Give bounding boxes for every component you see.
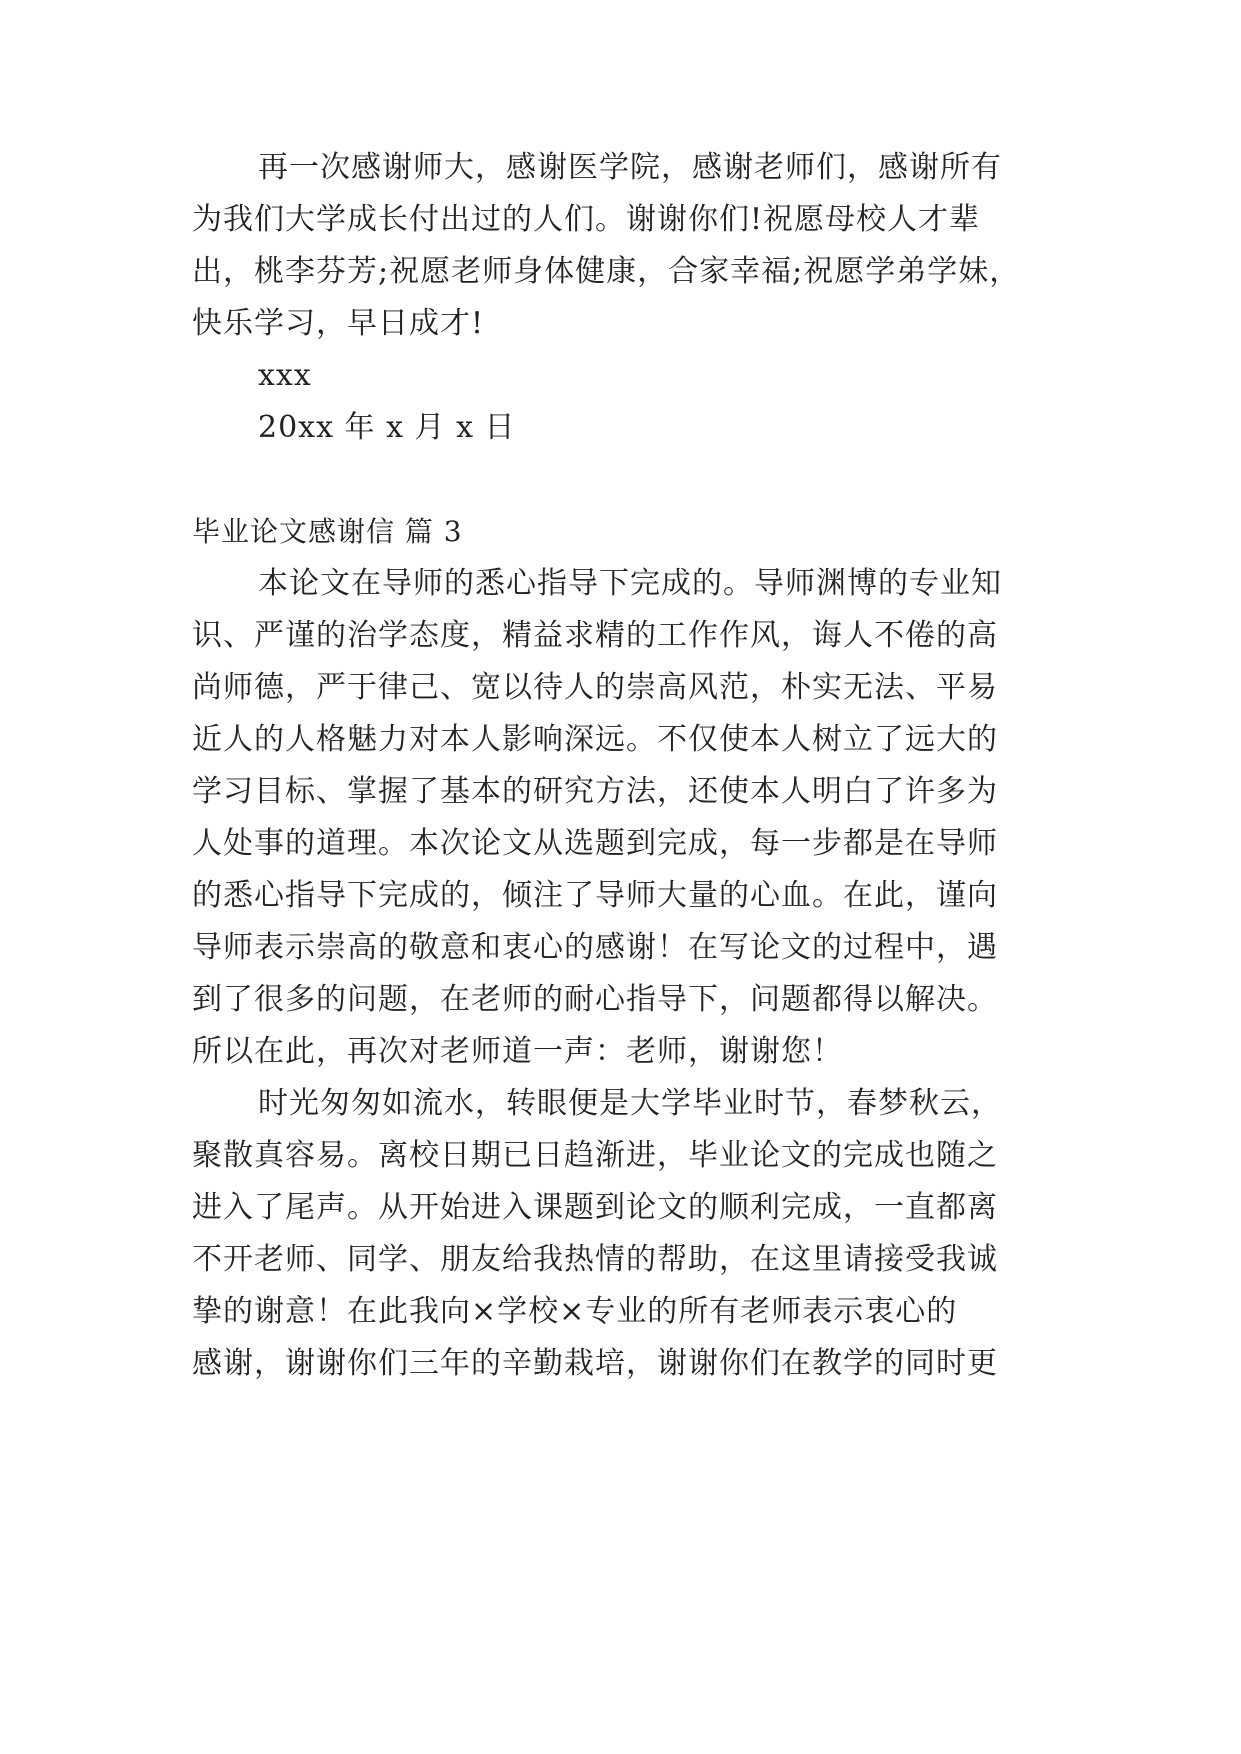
- paragraph-3-line-5: 挚的谢意！在此我向×学校×专业的所有老师表示衷心的: [192, 1294, 958, 1329]
- paragraph-3-line-3: 进入了尾声。从开始进入课题到论文的顺利完成，一直都离: [192, 1190, 998, 1225]
- paragraph-1-line-2: 为我们大学成长付出过的人们。谢谢你们!祝愿母校人才辈: [192, 202, 981, 237]
- paragraph-2-line-3: 尚师德，严于律己、宽以待人的崇高风范，朴实无法、平易: [192, 670, 998, 705]
- paragraph-3-line-2: 聚散真容易。离校日期已日趋渐进，毕业论文的完成也随之: [192, 1138, 998, 1173]
- signature-date: 20xx 年 x 月 x 日: [258, 410, 516, 445]
- paragraph-3-line-1: 时光匆匆如流水，转眼便是大学毕业时节，春梦秋云，: [258, 1086, 1002, 1121]
- paragraph-2-line-8: 导师表示崇高的敬意和衷心的感谢！在写论文的过程中，遇: [192, 930, 998, 965]
- paragraph-1-line-4: 快乐学习，早日成才!: [192, 306, 485, 341]
- paragraph-2-line-5: 学习目标、掌握了基本的研究方法，还使本人明白了许多为: [192, 774, 998, 809]
- paragraph-2-line-10: 所以在此，再次对老师道一声：老师，谢谢您！: [192, 1034, 843, 1069]
- paragraph-2-line-9: 到了很多的问题，在老师的耐心指导下，问题都得以解决。: [192, 982, 998, 1017]
- paragraph-1-line-1: 再一次感谢师大，感谢医学院，感谢老师们，感谢所有: [258, 150, 1002, 185]
- paragraph-2-line-4: 近人的人格魅力对本人影响深远。不仅使本人树立了远大的: [192, 722, 998, 757]
- paragraph-2-line-7: 的悉心指导下完成的，倾注了导师大量的心血。在此，谨向: [192, 878, 998, 913]
- paragraph-2-line-6: 人处事的道理。本次论文从选题到完成，每一步都是在导师: [192, 826, 998, 861]
- paragraph-3-line-4: 不开老师、同学、朋友给我热情的帮助，在这里请接受我诚: [192, 1242, 998, 1277]
- signature-name: xxx: [258, 358, 312, 393]
- paragraph-2-line-2: 识、严谨的治学态度，精益求精的工作作风，诲人不倦的高: [192, 618, 998, 653]
- section-title: 毕业论文感谢信 篇 3: [192, 515, 463, 548]
- paragraph-1-line-3: 出，桃李芬芳;祝愿老师身体健康，合家幸福;祝愿学弟学妹，: [192, 254, 1021, 289]
- paragraph-2-line-1: 本论文在导师的悉心指导下完成的。导师渊博的专业知: [258, 566, 1002, 601]
- paragraph-3-line-6: 感谢，谢谢你们三年的辛勤栽培，谢谢你们在教学的同时更: [192, 1346, 998, 1381]
